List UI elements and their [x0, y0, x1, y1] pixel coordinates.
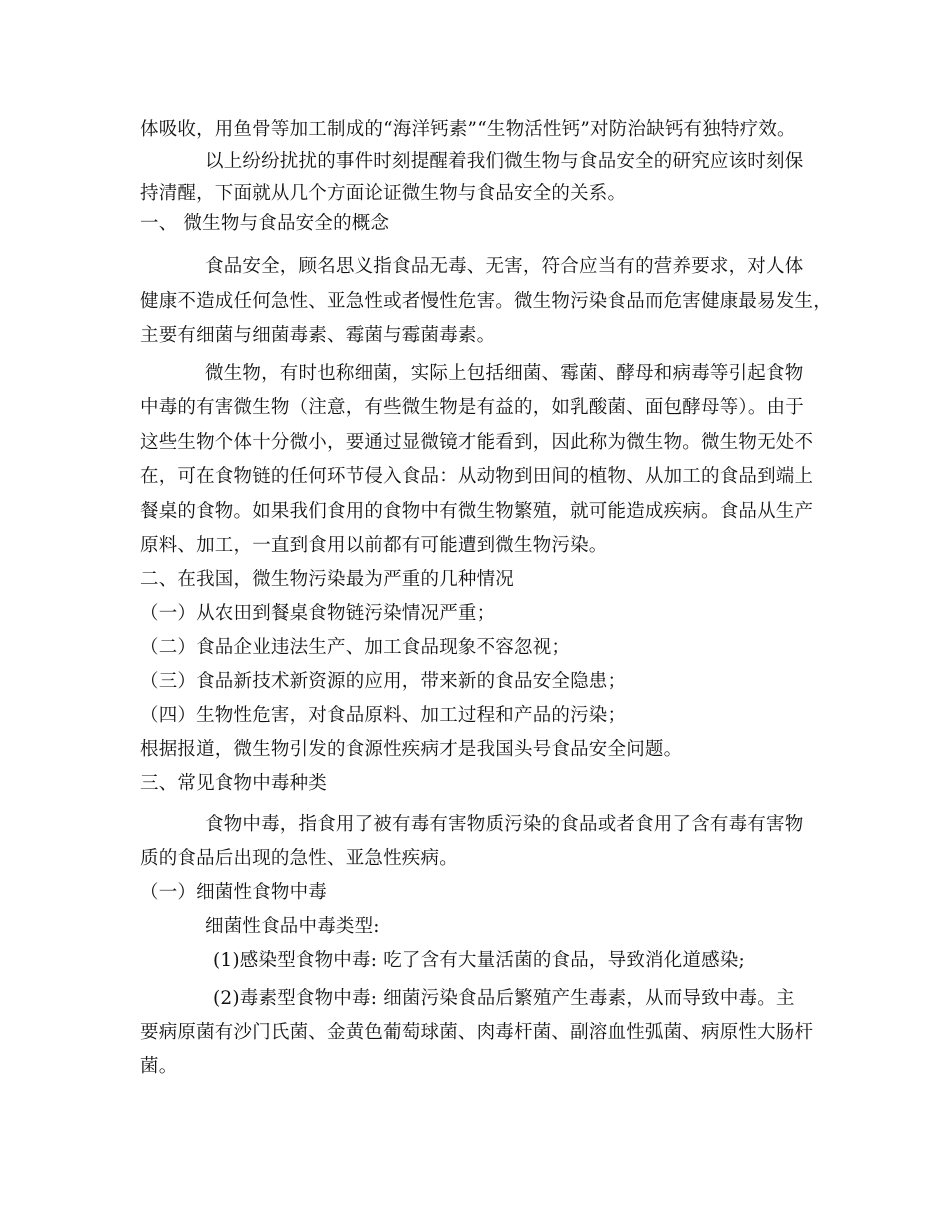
text-line: 根据报道，微生物引发的食源性疾病才是我国头号食品安全问题。	[140, 739, 683, 760]
list-item: （四）生物性危害，对食品原料、加工过程和产品的污染；	[140, 705, 627, 726]
text-line: 持清醒，下面就从几个方面论证微生物与食品安全的关系。	[140, 183, 627, 204]
text-line: 中毒的有害微生物（注意，有些微生物是有益的，如乳酸菌、面包酵母等）。由于	[140, 397, 804, 418]
text-line: 这些生物个体十分微小，要通过显微镜才能看到，因此称为微生物。微生物无处不	[140, 432, 814, 453]
text-line: 质的食品后出现的急性、亚急性疾病。	[140, 848, 458, 869]
text-line: 菌。	[140, 1056, 178, 1077]
text-line: 主要有细菌与细菌毒素、霉菌与霉菌毒素。	[140, 325, 496, 346]
text-line: 食品安全，顾名思义指食品无毒、无害，符合应当有的营养要求，对人体	[205, 256, 804, 277]
list-item: (2)毒素型食物中毒: 细菌污染食品后繁殖产生毒素，从而导致中毒。主	[213, 988, 795, 1009]
section-heading: 二、在我国，微生物污染最为严重的几种情况	[140, 569, 515, 590]
list-item: （二）食品企业违法生产、加工食品现象不容忽视；	[140, 637, 571, 658]
text-line: 原料、加工，一直到食用以前都有可能遭到微生物污染。	[140, 535, 608, 556]
text-line: 体吸收，用鱼骨等加工制成的“海洋钙素”“生物活性钙”对防治缺钙有独特疗效。	[140, 119, 796, 140]
section-heading: 一、 微生物与食品安全的概念	[140, 213, 390, 234]
list-item: （三）食品新技术新资源的应用，带来新的食品安全隐患；	[140, 671, 627, 692]
text-line: 食物中毒，指食用了被有毒有害物质污染的食品或者食用了含有毒有害物	[205, 814, 804, 835]
list-item: (1)感染型食物中毒: 吃了含有大量活菌的食品，导致消化道感染;	[213, 950, 745, 971]
subsection-heading: （一）细菌性食物中毒	[140, 882, 328, 903]
text-line: 在，可在食物链的任何环节侵入食品：从动物到田间的植物、从加工的食品到端上	[140, 466, 814, 487]
list-item: （一）从农田到餐桌食物链污染情况严重；	[140, 603, 496, 624]
text-line: 微生物，有时也称细菌，实际上包括细菌、霉菌、酵母和病毒等引起食物	[205, 363, 804, 384]
section-heading: 三、常见食物中毒种类	[140, 773, 328, 794]
text-line: 细菌性食品中毒类型:	[205, 916, 380, 937]
text-line: 健康不造成任何急性、亚急性或者慢性危害。微生物污染食品而危害健康最易发生，	[140, 291, 832, 312]
text-line: 餐桌的食物。如果我们食用的食物中有微生物繁殖，就可能造成疾病。食品从生产	[140, 501, 814, 522]
text-line: 要病原菌有沙门氏菌、金黄色葡萄球菌、肉毒杆菌、副溶血性弧菌、病原性大肠杆	[140, 1022, 814, 1043]
text-line: 以上纷纷扰扰的事件时刻提醒着我们微生物与食品安全的研究应该时刻保	[205, 151, 804, 172]
